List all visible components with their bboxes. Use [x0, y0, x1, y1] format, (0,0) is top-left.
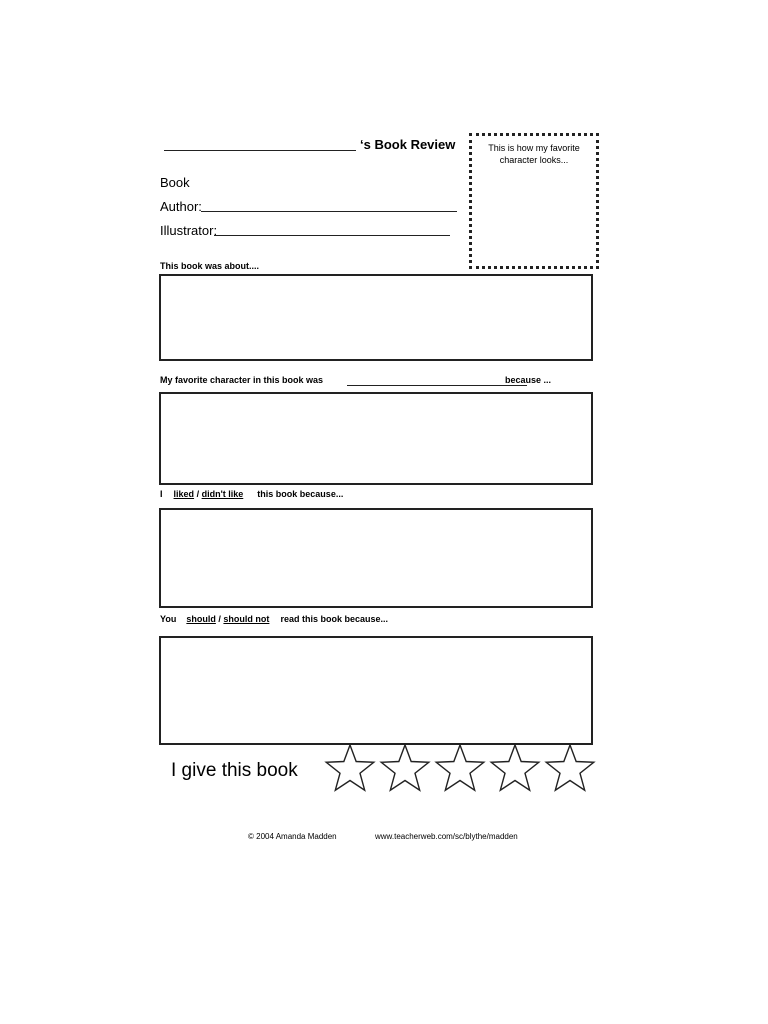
drawing-box-caption-line1: This is how my favorite	[488, 143, 580, 153]
star-outline-icon[interactable]	[324, 743, 376, 795]
author-field-line[interactable]	[201, 199, 457, 212]
should-not-option[interactable]: should not	[223, 614, 270, 624]
author-label: Author:	[160, 199, 202, 214]
should-suffix: read this book because...	[280, 614, 388, 624]
favorite-character-drawing-box[interactable]	[469, 133, 599, 269]
should-prompt	[160, 614, 388, 624]
didnt-like-option[interactable]: didn't like	[201, 489, 244, 499]
illustrator-label: Illustrator:	[160, 223, 218, 238]
should-option[interactable]: should	[186, 614, 216, 624]
star-outline-icon[interactable]	[434, 743, 486, 795]
drawing-box-caption-line2: character looks...	[499, 155, 569, 165]
website-url: www.teacherweb.com/sc/blythe/madden	[375, 832, 518, 841]
liked-option[interactable]: liked	[173, 489, 195, 499]
star-shape	[436, 745, 484, 790]
star-outline-icon[interactable]	[379, 743, 431, 795]
copyright-text: © 2004 Amanda Madden	[248, 832, 337, 841]
should-answer-box[interactable]	[159, 636, 593, 745]
rating-label: I give this book	[171, 760, 298, 781]
liked-separator: /	[196, 489, 200, 499]
liked-answer-box[interactable]	[159, 508, 593, 608]
star-outline-icon[interactable]	[544, 743, 596, 795]
liked-prefix: I	[160, 489, 163, 499]
illustrator-field-line[interactable]	[214, 223, 450, 236]
page-title: ‘s Book Review	[360, 137, 456, 152]
star-shape	[546, 745, 594, 790]
star-outline-icon[interactable]	[489, 743, 541, 795]
about-answer-box[interactable]	[159, 274, 593, 361]
liked-prompt	[160, 489, 343, 499]
because-label: because ...	[505, 375, 552, 385]
reviewer-name-line[interactable]	[164, 138, 356, 151]
favorite-character-label: My favorite character in this book was	[160, 375, 324, 385]
liked-suffix: this book because...	[257, 489, 344, 499]
book-label: Book	[160, 175, 190, 190]
star-shape	[326, 745, 374, 790]
should-prefix: You	[160, 614, 177, 624]
favorite-character-answer-box[interactable]	[159, 392, 593, 485]
star-shape	[381, 745, 429, 790]
about-label: This book was about....	[160, 261, 260, 271]
favorite-character-name-line[interactable]	[347, 374, 527, 386]
should-separator: /	[218, 614, 221, 624]
star-shape	[491, 745, 539, 790]
